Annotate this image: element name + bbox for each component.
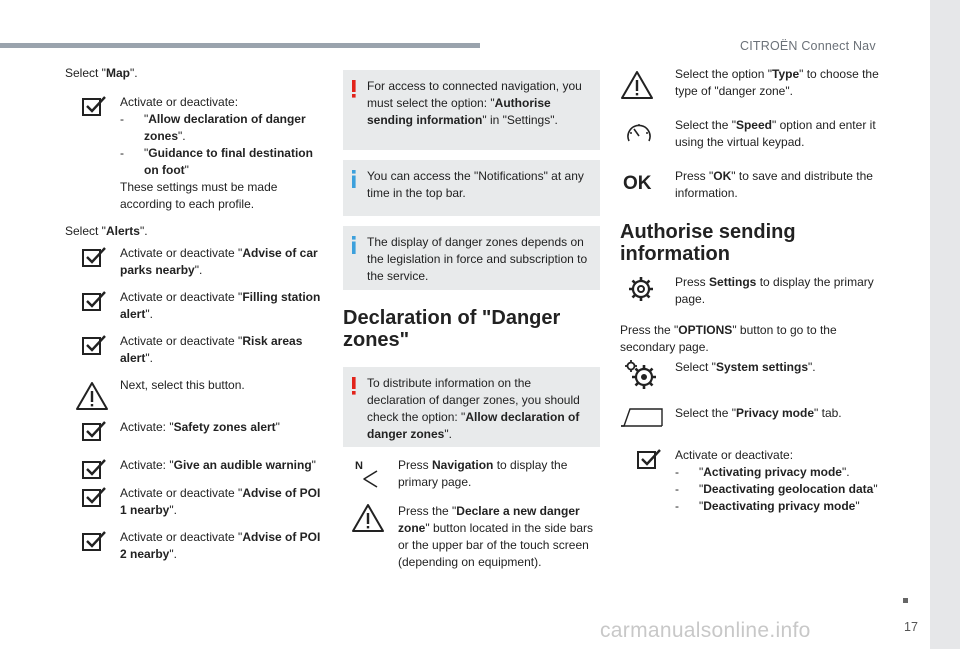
activate-deactivate-label: Activate or deactivate:	[120, 95, 239, 110]
next-button-item: Next, select this button.	[65, 377, 330, 411]
alert-car-parks-item: Activate or deactivate "Advise of car parks nearby".	[65, 245, 330, 279]
checkbox-icon	[82, 421, 108, 447]
audible-warning-item: Activate: "Give an audible warning"	[65, 457, 330, 474]
activate-deactivate-label: Activate or deactivate:	[675, 448, 794, 463]
watermark: carmanualsonline.info	[600, 619, 811, 642]
running-header: CITROËN Connect Nav	[740, 39, 876, 53]
map-options-list	[120, 111, 330, 179]
note-legislation: The display of danger zones depends on the legislation in force and subscription to the service.	[343, 226, 600, 290]
privacy-tab-item: Select the "Privacy mode" tab.	[620, 405, 890, 439]
warning-triangle-icon	[351, 503, 385, 533]
tab-icon	[620, 407, 664, 427]
note-authorise-info: For access to connected navigation, you must select the option: "Authorise sending information" in "Settings".	[343, 70, 600, 150]
press-declare-item: Press the "Declare a new danger zone" button located in the side bars or the upper bar of the touch screen (depending on equipment).	[343, 503, 600, 571]
type-option-item: Select the option "Type" to choose the type of "danger zone".	[620, 66, 890, 104]
list-item: - "Allow declaration of danger zones".	[120, 111, 330, 145]
press-settings-item: Press Settings to display the primary page.	[620, 274, 890, 312]
poi2-item: Activate or deactivate "Advise of POI 2 nearby".	[65, 529, 330, 563]
map-settings-item	[65, 94, 330, 213]
section-heading-danger-zones: Declaration of "Danger zones"	[343, 307, 561, 351]
page-number: 17	[904, 620, 918, 634]
info-icon	[351, 170, 357, 186]
press-navigation-item: N Press Navigation to display the primary page.	[355, 458, 568, 490]
alert-filling-station-item: Activate or deactivate "Filling station alert".	[65, 289, 330, 323]
navigation-arrow-icon	[355, 459, 381, 489]
safety-zones-item: Activate: "Safety zones alert"	[65, 419, 330, 449]
column-left	[65, 65, 330, 563]
checkbox-icon	[82, 335, 108, 361]
ok-icon: OK	[623, 173, 652, 194]
checkbox-icon	[82, 96, 108, 122]
page-side-band	[930, 0, 960, 649]
note-distribute: To distribute information on the declaration of danger zones, you should check the option: "Allow declaration of danger zones".	[343, 367, 600, 447]
checkbox-icon	[82, 531, 108, 557]
poi1-item: Activate or deactivate "Advise of POI 1 nearby".	[65, 485, 330, 519]
profile-note: These settings must be made according to each profile.	[120, 180, 278, 212]
checkbox-icon	[82, 459, 108, 485]
list-item: - "Activating privacy mode".	[675, 464, 890, 481]
checkbox-icon	[82, 247, 108, 273]
alert-risk-areas-item: Activate or deactivate "Risk areas alert".	[65, 333, 330, 367]
press-options-text: Press the "OPTIONS" button to go to the secondary page.	[620, 323, 837, 355]
warning-triangle-icon	[75, 381, 109, 411]
column-middle	[343, 70, 600, 571]
top-rule	[0, 43, 480, 48]
speed-option-item: Select the "Speed" option and enter it using the virtual keypad.	[620, 117, 890, 155]
checkbox-icon	[82, 291, 108, 317]
list-item: - "Deactivating geolocation data"	[675, 481, 890, 498]
warning-exclamation-icon	[351, 377, 357, 393]
list-item: - "Guidance to final destination on foot"	[120, 145, 330, 179]
checkbox-icon	[82, 487, 108, 513]
info-icon	[351, 236, 357, 252]
system-settings-gears-icon	[624, 359, 658, 391]
settings-gear-icon	[628, 276, 654, 302]
column-right	[620, 66, 890, 515]
select-map-text: Select "Map".	[65, 66, 138, 80]
warning-exclamation-icon	[351, 80, 357, 96]
page-marker	[903, 598, 908, 603]
press-ok-item: OK Press "OK" to save and distribute the information.	[623, 169, 873, 201]
note-notifications: You can access the "Notifications" at any time in the top bar.	[343, 160, 600, 216]
system-settings-item: Select "System settings".	[620, 359, 890, 399]
section-heading-authorise: Authorise sending information	[620, 221, 796, 265]
svg-text:N: N	[355, 460, 363, 473]
list-item: - "Deactivating privacy mode"	[675, 498, 890, 515]
warning-triangle-icon	[620, 70, 654, 100]
speedometer-icon	[624, 119, 654, 149]
select-alerts-text: Select "Alerts".	[65, 224, 148, 239]
privacy-options-list	[675, 464, 890, 515]
privacy-options-item	[620, 447, 890, 515]
checkbox-icon	[637, 449, 663, 475]
